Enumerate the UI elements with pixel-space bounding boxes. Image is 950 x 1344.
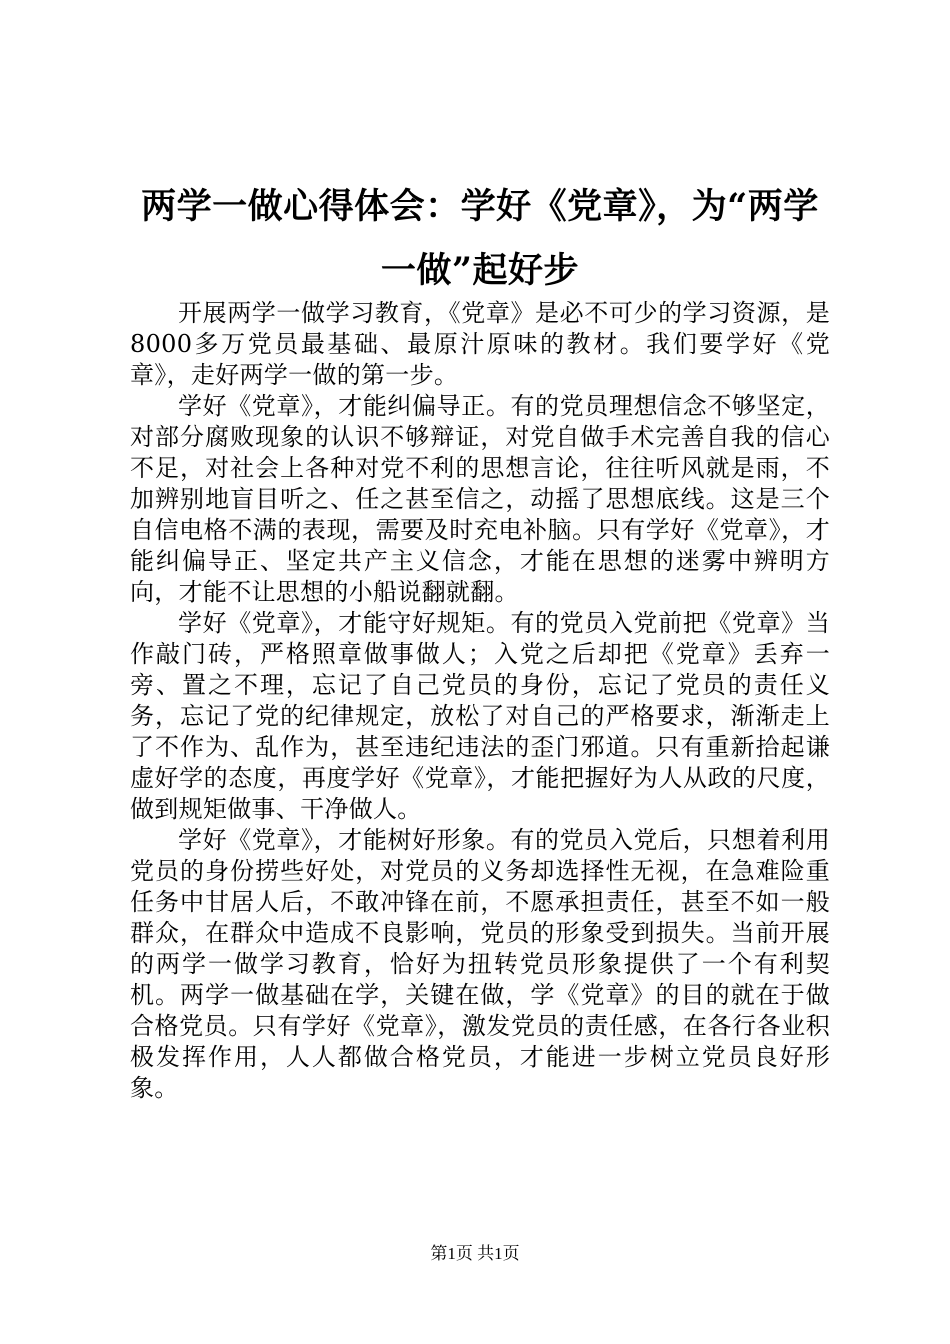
paragraph-intro: 开展两学一做学习教育，《党章》是必不可少的学习资源，是8000多万党员最基础、最原汁原味的教材。我们要学好《党章》，走好两学一做的第一步。 <box>130 299 830 389</box>
paragraph-correct-deviation: 学好《党章》，才能纠偏导正。有的党员理想信念不够坚定，对部分腐败现象的认识不够辩证，对党自做手术完善自我的信心不足，对社会上各种对党不利的思想言论，往往听风就是雨，不加辨别地盲目听之、任之甚至信之，动摇了思想底线。这是三个自信电格不满的表现，需要及时充电补脑。只有学好《党章》，才能纠偏导正、坚定共产主义信念，才能在思想的迷雾中辨明方向，才能不让思想的小船说翻就翻。 <box>130 392 830 606</box>
paragraph-keep-rules: 学好《党章》，才能守好规矩。有的党员入党前把《党章》当作敲门砖，严格照章做事做人；入党之后却把《党章》丢弃一旁、置之不理，忘记了自己党员的身份，忘记了党员的责任义务，忘记了党的纪律规定，放松了对自己的严格要求，渐渐走上了不作为、乱作为，甚至违纪违法的歪门邪道。只有重新拾起谦虚好学的态度，再度学好《党章》，才能把握好为人从政的尺度，做到规矩做事、干净做人。 <box>130 609 830 823</box>
document-title: 两学一做心得体会：学好《党章》，为“两学一做”起好步 <box>141 186 819 291</box>
paragraph-good-image: 学好《党章》，才能树好形象。有的党员入党后，只想着利用党员的身份捞些好处，对党员的义务却选择性无视，在急难险重任务中甘居人后，不敢冲锋在前，不愿承担责任，甚至不如一般群众，在群众中造成不良影响，党员的形象受到损失。当前开展的两学一做学习教育，恰好为扭转党员形象提供了一个有利契机。两学一做基础在学，关键在做，学《党章》的目的就在于做合格党员。只有学好《党章》，激发党员的责任感，在各行各业积极发挥作用，人人都做合格党员，才能进一步树立党员良好形象。 <box>130 826 830 1102</box>
page-number-footer: 第1页 共1页 <box>430 1244 520 1263</box>
document-body <box>130 298 830 1104</box>
